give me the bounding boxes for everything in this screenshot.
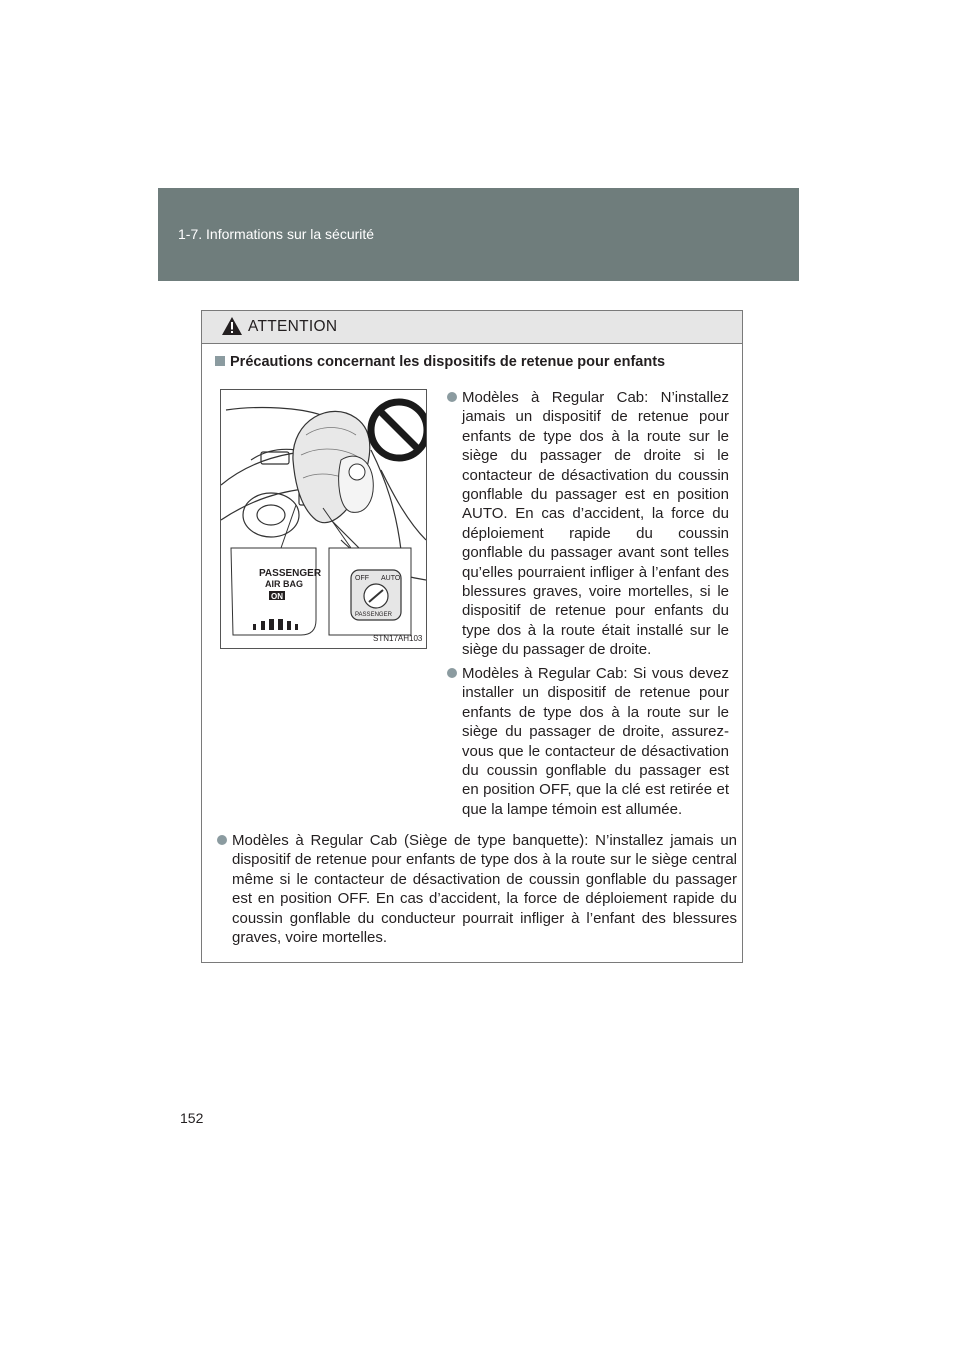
section-heading-text: Précautions concernant les dispositifs de retenue pour enfants — [230, 354, 666, 370]
warning-title: ATTENTION — [248, 318, 338, 335]
bullet-item — [232, 831, 737, 947]
bullet-item — [462, 388, 729, 660]
warning-triangle-icon — [221, 316, 243, 336]
round-bullet-icon — [217, 835, 227, 845]
off-label: OFF — [355, 575, 369, 582]
bullet-item — [462, 664, 729, 819]
passenger-switch-label: PASSENGER — [355, 612, 392, 618]
dashboard-airbag-drawing — [221, 390, 426, 648]
auto-label: AUTO — [381, 575, 401, 582]
section-title: 1-7. Informations sur la sécurité — [178, 226, 375, 242]
bullet-text: Modèles à Regular Cab (Siège de type banquette): N’installez jamais un dispositif de retenue pour enfants de type dos à la route sur le siège central même si le contacteur de désactivation de coussin gonflable du passager est en position OFF. En cas d’accident, la force de déploiement rapide du coussin gonflable du conducteur pourrait infliger à l’enfant des blessures graves, voire mortelles. — [232, 832, 737, 947]
warning-box — [201, 310, 743, 963]
warning-header — [202, 311, 742, 344]
bullet-text: Modèles à Regular Cab: Si vous devez installer un dispositif de retenue pour enfants de type dos à la route sur le siège du passager de droite, assurez-vous que le contacteur de désactivation du coussin gonflable du passager est en position OFF, que la clé est retirée et que la lampe témoin est allumée. — [462, 665, 729, 818]
round-bullet-icon — [447, 392, 457, 402]
passenger-airbag-label-2: AIR BAG — [265, 579, 303, 589]
passenger-airbag-label-1: PASSENGER — [259, 568, 322, 579]
airbag-illustration — [220, 389, 427, 649]
figure-code: STN17AH103 — [373, 634, 423, 643]
page-number: 152 — [180, 1110, 204, 1126]
on-indicator-label: ON — [271, 592, 283, 601]
round-bullet-icon — [447, 668, 457, 678]
section-heading — [215, 354, 665, 370]
bullet-text: Modèles à Regular Cab: N’installez jamais un dispositif de retenue pour enfants de type dos à la route sur le siège du passager de droite si le contacteur de désactivation du coussin gonflable du passager est en position AUTO. En cas d’accident, la force du déploiement rapide du coussin gonflable du passager avant sont telles qu’elles pourraient infliger à l’enfant des blessures graves, voire mortelles, si le dispositif de retenue pour enfants du type dos à la route était installé sur le siège du passager de droite. — [462, 389, 729, 659]
square-bullet-icon — [215, 356, 225, 366]
